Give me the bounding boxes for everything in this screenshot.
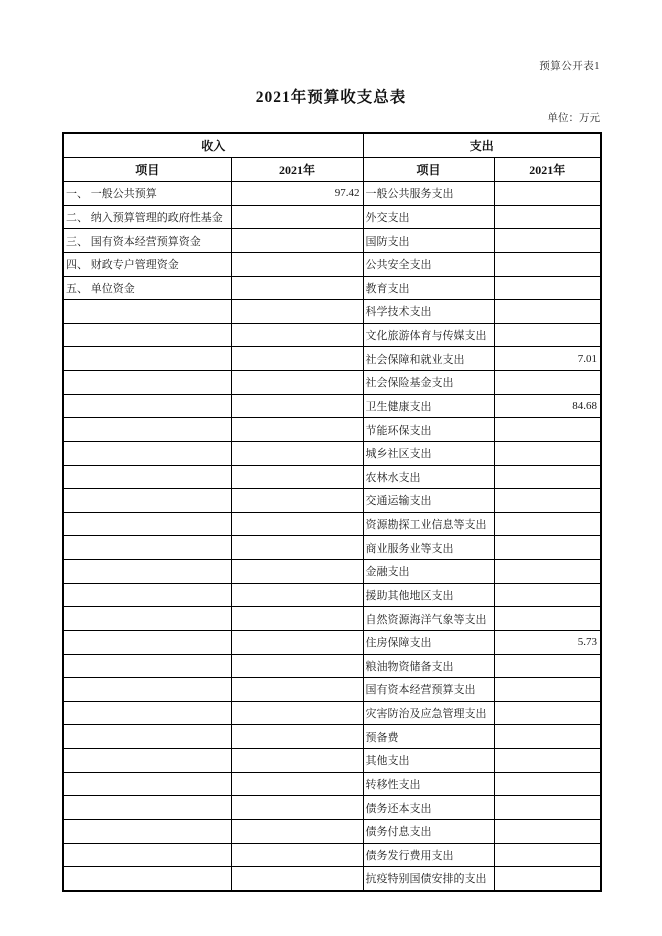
income-value-cell [231,654,363,678]
expense-item-cell: 抗疫特别国债安排的支出 [363,867,494,891]
income-value-cell [231,441,363,465]
expense-item-cell: 商业服务业等支出 [363,536,494,560]
table-body [63,182,601,891]
expense-item-cell: 预备费 [363,725,494,749]
table-row [63,796,601,820]
expense-value-cell [494,252,601,276]
income-value-cell [231,583,363,607]
table-row [63,630,601,654]
income-item-cell [63,772,231,796]
income-value-cell [231,819,363,843]
expense-value-cell [494,441,601,465]
table-row [63,654,601,678]
income-item-cell [63,701,231,725]
income-value-cell [231,465,363,489]
income-value-cell [231,323,363,347]
section-header-row [63,133,601,158]
table-row [63,772,601,796]
expense-item-cell: 自然资源海洋气象等支出 [363,607,494,631]
doc-label: 预算公开表1 [539,61,600,72]
expense-value-cell [494,772,601,796]
table-row [63,441,601,465]
expense-item-cell: 债务发行费用支出 [363,843,494,867]
income-value-cell [231,371,363,395]
expense-value-cell [494,678,601,702]
expense-value-cell [494,583,601,607]
expense-item-cell: 资源勘探工业信息等支出 [363,512,494,536]
expense-item-cell: 公共安全支出 [363,252,494,276]
income-value-cell [231,489,363,513]
income-value-cell [231,229,363,253]
expense-value-cell [494,843,601,867]
table-row [63,583,601,607]
expense-item-cell: 国有资本经营预算支出 [363,678,494,702]
income-value-cell [231,300,363,324]
income-item-cell [63,843,231,867]
income-item-cell [63,418,231,442]
table-row [63,512,601,536]
income-item-cell [63,560,231,584]
expense-value-cell [494,867,601,891]
income-value-cell [231,347,363,371]
income-item-cell [63,867,231,891]
income-item-cell [63,347,231,371]
table-row [63,347,601,371]
expense-item-cell: 节能环保支出 [363,418,494,442]
table-row [63,229,601,253]
expense-value-cell [494,701,601,725]
income-value-cell [231,772,363,796]
income-item-cell [63,394,231,418]
income-value-cell [231,394,363,418]
expense-item-cell: 国防支出 [363,229,494,253]
table-row [63,205,601,229]
income-value-cell [231,512,363,536]
income-item-cell: 四、 财政专户管理资金 [63,252,231,276]
expense-value-cell [494,607,601,631]
income-item-cell: 一、 一般公共预算 [63,182,231,206]
table-row [63,867,601,891]
expense-value-cell: 84.68 [494,394,601,418]
table-row [63,725,601,749]
column-header-row [63,158,601,182]
expense-value-cell [494,796,601,820]
header-expenditure-section: 支出 [363,133,601,158]
expense-value-cell [494,276,601,300]
expense-item-cell: 债务还本支出 [363,796,494,820]
expense-item-cell: 金融支出 [363,560,494,584]
expense-value-cell [494,300,601,324]
table-row [63,536,601,560]
table-row [63,749,601,773]
expense-item-cell: 科学技术支出 [363,300,494,324]
table-row [63,252,601,276]
table-header [63,133,601,182]
income-value-cell [231,276,363,300]
income-value-cell [231,252,363,276]
income-value-cell: 97.42 [231,182,363,206]
expense-value-cell [494,182,601,206]
table-row [63,607,601,631]
expense-value-cell [494,654,601,678]
table-row [63,560,601,584]
table-row [63,843,601,867]
income-item-cell [63,583,231,607]
expense-value-cell [494,205,601,229]
expense-value-cell [494,819,601,843]
expense-item-cell: 卫生健康支出 [363,394,494,418]
expense-item-cell: 社会保障和就业支出 [363,347,494,371]
table-row [63,394,601,418]
income-item-cell [63,725,231,749]
header-income-item-col: 项目 [63,158,231,182]
table-row [63,300,601,324]
expense-item-cell: 债务付息支出 [363,819,494,843]
income-value-cell [231,630,363,654]
expense-value-cell [494,725,601,749]
income-item-cell [63,441,231,465]
income-item-cell [63,512,231,536]
income-item-cell [63,465,231,489]
expense-item-cell: 交通运输支出 [363,489,494,513]
income-value-cell [231,678,363,702]
expense-item-cell: 农林水支出 [363,465,494,489]
income-item-cell [63,489,231,513]
table-row [63,489,601,513]
table-row [63,819,601,843]
table-row [63,465,601,489]
income-item-cell [63,678,231,702]
expense-value-cell [494,512,601,536]
table-row [63,276,601,300]
income-item-cell: 三、 国有资本经营预算资金 [63,229,231,253]
income-item-cell [63,300,231,324]
income-item-cell [63,796,231,820]
expense-value-cell [494,560,601,584]
expense-item-cell: 住房保障支出 [363,630,494,654]
table-row [63,678,601,702]
page-title: 2021年预算收支总表 [255,89,407,106]
income-value-cell [231,701,363,725]
income-item-cell [63,371,231,395]
income-item-cell [63,323,231,347]
expense-item-cell: 灾害防治及应急管理支出 [363,701,494,725]
income-item-cell [63,654,231,678]
expense-value-cell [494,465,601,489]
expense-item-cell: 社会保险基金支出 [363,371,494,395]
expense-value-cell [494,536,601,560]
income-value-cell [231,560,363,584]
expense-item-cell: 援助其他地区支出 [363,583,494,607]
page-container [62,0,600,892]
header-expense-year-col: 2021年 [494,158,601,182]
expense-item-cell: 城乡社区支出 [363,441,494,465]
table-row [63,323,601,347]
income-item-cell [63,819,231,843]
income-item-cell [63,630,231,654]
expense-value-cell [494,418,601,442]
expense-item-cell: 外交支出 [363,205,494,229]
income-item-cell: 二、 纳入预算管理的政府性基金 [63,205,231,229]
expense-value-cell [494,749,601,773]
expense-value-cell [494,371,601,395]
table-row [63,182,601,206]
expense-item-cell: 文化旅游体育与传媒支出 [363,323,494,347]
table-row [63,418,601,442]
expense-value-cell: 7.01 [494,347,601,371]
expense-item-cell: 教育支出 [363,276,494,300]
income-value-cell [231,725,363,749]
income-value-cell [231,867,363,891]
header-income-year-col: 2021年 [231,158,363,182]
table-row [63,371,601,395]
header-income-section: 收入 [63,133,363,158]
unit-label: 单位：万元 [547,113,600,124]
income-item-cell [63,536,231,560]
expense-item-cell: 转移性支出 [363,772,494,796]
table-row [63,701,601,725]
expense-value-cell: 5.73 [494,630,601,654]
income-value-cell [231,796,363,820]
income-value-cell [231,205,363,229]
expense-item-cell: 粮油物资储备支出 [363,654,494,678]
income-item-cell: 五、 单位资金 [63,276,231,300]
expense-value-cell [494,323,601,347]
income-item-cell [63,749,231,773]
header-expense-item-col: 项目 [363,158,494,182]
income-value-cell [231,843,363,867]
expense-item-cell: 一般公共服务支出 [363,182,494,206]
income-value-cell [231,418,363,442]
income-value-cell [231,536,363,560]
income-value-cell [231,749,363,773]
expense-item-cell: 其他支出 [363,749,494,773]
income-value-cell [231,607,363,631]
expense-value-cell [494,489,601,513]
expense-value-cell [494,229,601,253]
budget-table [62,132,602,892]
income-item-cell [63,607,231,631]
